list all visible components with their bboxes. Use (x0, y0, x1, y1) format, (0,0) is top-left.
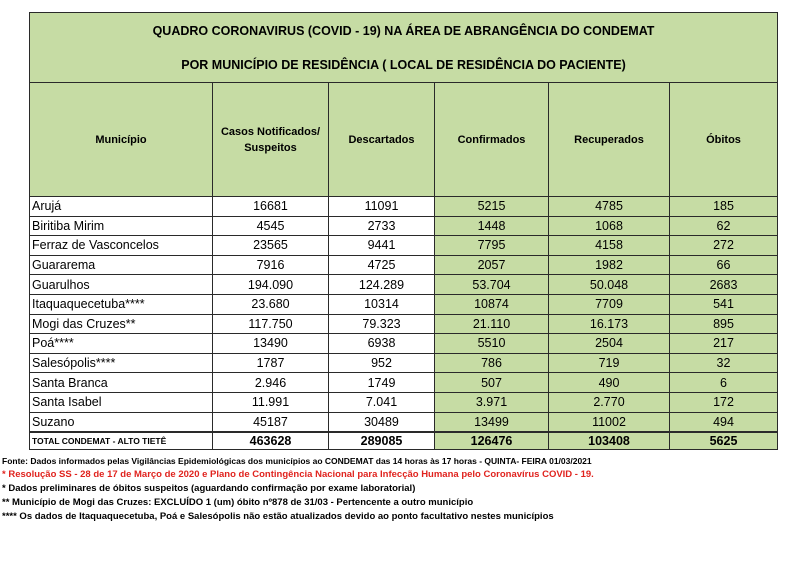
cell-descartados: 9441 (329, 236, 435, 256)
title-line-1: QUADRO CORONAVIRUS (COVID - 19) NA ÁREA DE ABRANGÊNCIA DO CONDEMAT (152, 23, 655, 38)
cell-casos: 16681 (213, 197, 329, 217)
cell-municipio: Santa Branca (30, 373, 213, 393)
cell-descartados: 124.289 (329, 275, 435, 295)
table-row (30, 392, 778, 412)
footnotes (2, 454, 777, 524)
cell-casos: 13490 (213, 334, 329, 354)
cell-obitos: 172 (670, 392, 778, 412)
cell-casos: 7916 (213, 255, 329, 275)
cell-confirmados: 7795 (435, 236, 549, 256)
table-row (30, 294, 778, 314)
cell-casos: 23.680 (213, 294, 329, 314)
table-row (30, 255, 778, 275)
cell-municipio: Arujá (30, 197, 213, 217)
cell-obitos: 217 (670, 334, 778, 354)
cell-obitos: 272 (670, 236, 778, 256)
column-header-row (30, 83, 778, 197)
cell-confirmados: 21.110 (435, 314, 549, 334)
cell-recuperados: 2.770 (549, 392, 670, 412)
note-mogi: ** Município de Mogi das Cruzes: EXCLUÍDO 1 (um) óbito nº878 de 31/03 - Pertencente a outro município (2, 497, 474, 509)
header-confirmados: Confirmados (435, 83, 549, 197)
total-label: TOTAL CONDEMAT - ALTO TIETÊ (30, 432, 213, 450)
table-row (30, 314, 778, 334)
cell-confirmados: 53.704 (435, 275, 549, 295)
header-casos (213, 83, 329, 197)
cell-municipio: Mogi das Cruzes** (30, 314, 213, 334)
cell-confirmados: 507 (435, 373, 549, 393)
total-descartados: 289085 (329, 432, 435, 450)
cell-recuperados: 719 (549, 353, 670, 373)
cell-casos: 4545 (213, 216, 329, 236)
cell-casos: 117.750 (213, 314, 329, 334)
cell-confirmados: 786 (435, 353, 549, 373)
cell-recuperados: 490 (549, 373, 670, 393)
cell-confirmados: 1448 (435, 216, 549, 236)
cell-municipio: Guararema (30, 255, 213, 275)
cell-municipio: Salesópolis**** (30, 353, 213, 373)
total-recuperados: 103408 (549, 432, 670, 450)
cell-obitos: 62 (670, 216, 778, 236)
note-source: Fonte: Dados informados pelas Vigilâncias Epidemiológicas dos municípios ao CONDEMAT das 14 horas às 17 horas - QUINTA- FEIRA 01/03/2021 (2, 456, 592, 467)
cell-confirmados: 5215 (435, 197, 549, 217)
cell-casos: 45187 (213, 412, 329, 432)
cell-municipio: Guarulhos (30, 275, 213, 295)
cell-confirmados: 13499 (435, 412, 549, 432)
cell-obitos: 494 (670, 412, 778, 432)
cell-municipio: Biritiba Mirim (30, 216, 213, 236)
table-row (30, 197, 778, 217)
cell-recuperados: 1982 (549, 255, 670, 275)
cell-obitos: 6 (670, 373, 778, 393)
table-body (30, 197, 778, 433)
cell-descartados: 11091 (329, 197, 435, 217)
cell-confirmados: 10874 (435, 294, 549, 314)
cell-descartados: 30489 (329, 412, 435, 432)
cell-municipio: Ferraz de Vasconcelos (30, 236, 213, 256)
header-casos-line2: Suspeitos (244, 141, 297, 154)
cell-casos: 1787 (213, 353, 329, 373)
cell-confirmados: 5510 (435, 334, 549, 354)
title-line-2: POR MUNICÍPIO DE RESIDÊNCIA ( LOCAL DE RESIDÊNCIA DO PACIENTE) (181, 57, 626, 72)
table-row (30, 236, 778, 256)
cell-obitos: 66 (670, 255, 778, 275)
total-casos: 463628 (213, 432, 329, 450)
cell-municipio: Suzano (30, 412, 213, 432)
total-row (30, 432, 778, 450)
table-row (30, 373, 778, 393)
cell-obitos: 32 (670, 353, 778, 373)
cell-descartados: 79.323 (329, 314, 435, 334)
covid-report-sheet (2, 12, 777, 524)
cell-recuperados: 1068 (549, 216, 670, 236)
cell-municipio: Itaquaquecetuba**** (30, 294, 213, 314)
cell-casos: 194.090 (213, 275, 329, 295)
cell-recuperados: 16.173 (549, 314, 670, 334)
total-obitos: 5625 (670, 432, 778, 450)
cell-obitos: 541 (670, 294, 778, 314)
cell-municipio: Poá**** (30, 334, 213, 354)
cell-descartados: 6938 (329, 334, 435, 354)
header-descartados: Descartados (329, 83, 435, 197)
cell-casos: 23565 (213, 236, 329, 256)
header-casos-line1: Casos Notificados/ (220, 125, 321, 138)
cell-recuperados: 2504 (549, 334, 670, 354)
cell-casos: 11.991 (213, 392, 329, 412)
table-row (30, 353, 778, 373)
table-row (30, 412, 778, 432)
cell-recuperados: 11002 (549, 412, 670, 432)
note-resolution: * Resolução SS - 28 de 17 de Março de 2020 e Plano de Contingência Nacional para Infecção Humana pelo Coronavírus COVID - 19. (2, 469, 594, 481)
covid-table (29, 12, 778, 450)
table-row (30, 275, 778, 295)
cell-confirmados: 2057 (435, 255, 549, 275)
cell-recuperados: 4158 (549, 236, 670, 256)
cell-obitos: 895 (670, 314, 778, 334)
cell-recuperados: 50.048 (549, 275, 670, 295)
total-confirmados: 126476 (435, 432, 549, 450)
cell-descartados: 2733 (329, 216, 435, 236)
cell-recuperados: 4785 (549, 197, 670, 217)
cell-recuperados: 7709 (549, 294, 670, 314)
cell-municipio: Santa Isabel (30, 392, 213, 412)
cell-obitos: 2683 (670, 275, 778, 295)
cell-descartados: 4725 (329, 255, 435, 275)
cell-descartados: 1749 (329, 373, 435, 393)
cell-confirmados: 3.971 (435, 392, 549, 412)
title-row (30, 13, 778, 83)
header-obitos: Óbitos (670, 83, 778, 197)
header-recuperados: Recuperados (549, 83, 670, 197)
header-municipio: Município (30, 83, 213, 197)
note-itaqua: **** Os dados de Itaquaquecetuba, Poá e Salesópolis não estão atualizados devido ao ponto facultativo nestes municípios (2, 511, 554, 523)
table-title (30, 13, 778, 83)
cell-descartados: 10314 (329, 294, 435, 314)
cell-descartados: 7.041 (329, 392, 435, 412)
cell-obitos: 185 (670, 197, 778, 217)
cell-descartados: 952 (329, 353, 435, 373)
note-preliminary: * Dados preliminares de óbitos suspeitos (aguardando confirmação por exame laboratorial) (2, 483, 416, 495)
cell-casos: 2.946 (213, 373, 329, 393)
table-row (30, 334, 778, 354)
table-row (30, 216, 778, 236)
